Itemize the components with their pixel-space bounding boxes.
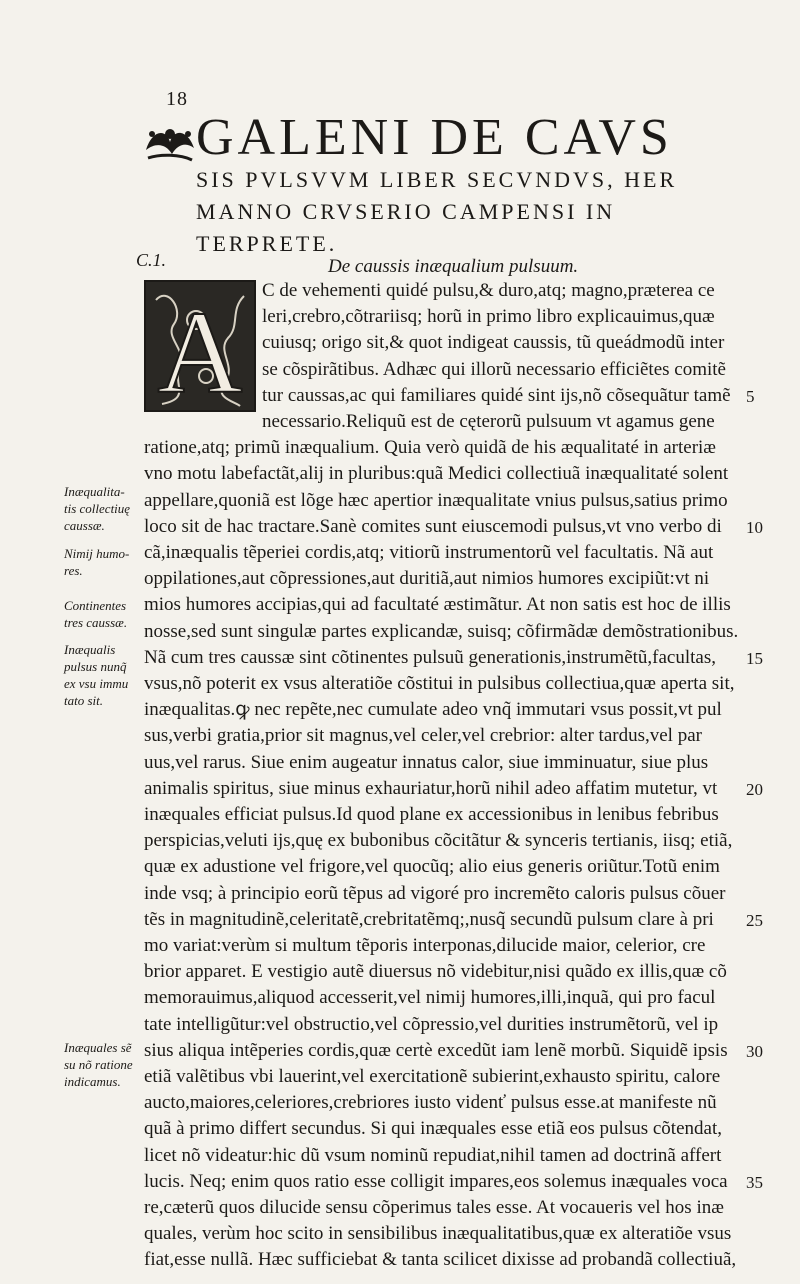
margin-note-line: tres caussæ. (64, 615, 128, 630)
line-number: 10 (746, 517, 763, 537)
margin-note-line: tato sit. (64, 693, 104, 708)
title-line-3: MANNO CRVSERIO CAMPENSI IN (196, 199, 616, 224)
text-line: uus,vel rarus. Siue enim augeatur innatus calor, siue imminuatur, siue plus (144, 751, 709, 773)
text-line: necessario.Reliquũ est de cęterorũ pulsuum vt agamus gene (262, 411, 715, 432)
page-number: 18 (166, 88, 188, 110)
text-line: lucis. Neq; enim quos ratio esse colligit impares,eos solemus inæquales voca (144, 1170, 728, 1192)
line-number: 5 (746, 386, 755, 406)
text-line: cuiusq; origo sit,& quot indigeat caussis, tũ queádmodũ inter (262, 332, 725, 354)
text-line: memorauimus,aliquod accesserit,vel nimij humores,illi,inquã, qui pro facul (144, 987, 716, 1009)
line-number: 15 (746, 648, 763, 668)
text-line: oppilationes,aut cõpressiones,aut duritiã,aut nimios humores excipiũt:vt ni (144, 568, 710, 590)
text-line: vsus,nõ poterit ex vsus alteratiõe cõstitui in pulsibus collectiua,quæ aperta sit, (144, 673, 735, 694)
margin-note-line: res. (64, 563, 83, 578)
text-line: se cõspirãtibus. Adhæc qui illorũ necessario efficiẽtes comitẽ (262, 358, 726, 380)
margin-note-line: Continentes (64, 598, 127, 613)
text-line: etiã valẽtibus vbi lauerint,vel exercitationẽ subierint,exhausto spiritu, calore (144, 1066, 721, 1087)
margin-note-line: tis collectiuę (64, 501, 131, 516)
text-line: tur caussas,ac qui familiares quidé sint ijs,nõ cõsequãtur tamẽ (262, 384, 731, 406)
text-line: animalis spiritus, siue minus exhauriatur,horũ nihil adeo affatim mutetur, vt (144, 777, 718, 799)
text-line: brior apparet. E vestigio autẽ diuersus nõ videbitur,nisi quãdo ex illis,quæ cõ (144, 961, 727, 983)
margin-note-line: Inæquales sẽ (64, 1040, 132, 1055)
text-line: cã,inæqualis tẽperiei cordis,atq; vitiorũ instrumentorũ vel facultatis. Nã aut (144, 542, 714, 563)
title-line-4: TERPRETE. (196, 231, 338, 256)
text-line: loco sit de hac tractare.Sanè comites sunt eiuscemodi pulsus,vt vno verbo di (144, 515, 722, 537)
title-line-1: GALENI DE CAVS (196, 109, 673, 166)
floral-ornament-icon (142, 120, 198, 166)
margin-note-line: Inæqualis (64, 642, 116, 657)
title-line-2: SIS PVLSVVM LIBER SECVNDVS, HER (196, 167, 678, 192)
text-line: re,cæterũ quos dilucide sensu cõperimus tales esse. At vocaueris vel hos inæ (144, 1197, 724, 1218)
text-line: fiat,esse nullã. Hæc sufficiebat & tanta scilicet dixisse ad probandã collectiuã, (144, 1249, 737, 1271)
text-line: inæqualitas.ꝙ nec repẽte,nec cumulate adeo vnq̃ immutari vsus possit,vt pul (144, 699, 722, 721)
text-line: tate intelligũtur:vel obstructio,vel cõpressio,vel durities instrumẽtorũ, vel ip (144, 1013, 719, 1035)
text-line: Nã cum tres caussæ sint cõtinentes pulsuũ generationis,instrumẽtũ,facultas, (144, 646, 716, 668)
line-number: 25 (746, 910, 763, 930)
text-line: nosse,sed sunt singulæ partes explicandæ, suisq; cõfirmãdæ demõstrationibus. (144, 620, 739, 642)
chapter-subtitle: De caussis inæqualium pulsuum. (328, 256, 579, 277)
title-block (196, 110, 776, 166)
text-line: quæ ex adustione vel frigore,vel quocũq; alio eius generis oriũtur.Totũ enim (144, 856, 720, 878)
text-line: tẽs in magnitudinẽ,celeritatẽ,crebritatẽmq;,nusq̃ secundũ pulsum clare à pri (144, 908, 714, 930)
margin-note-line: su nõ ratione (64, 1057, 133, 1072)
text-line: licet nõ videatur:hic dũ vsum nominũ repudiat,nihil tamen ad doctrinã affert (144, 1144, 722, 1166)
line-number: 35 (746, 1172, 763, 1192)
text-line: mo variat:verùm si multum tẽporis interponas,dilucide maior, celerior, cre (144, 935, 706, 956)
initial-letter: A (157, 287, 243, 412)
text-line: quales, verùm hoc scito in sensibilibus inæqualitatibus,quæ ex alteratiõe vsus (144, 1223, 732, 1245)
text-line: appellare,quoniã est lõge hæc apertior inæqualitate vnius pulsus,satius primo (144, 489, 728, 511)
text-line: leri,crebro,cõtrariisq; horũ in primo libro explicauimus,quæ (262, 306, 715, 328)
margin-note-line: ex vsu immu (64, 676, 129, 691)
chapter-mark: C.1. (136, 250, 167, 270)
margin-note-line: pulsus nunq̃ (64, 659, 127, 674)
margin-note-line: Inæqualita- (64, 484, 125, 499)
text-line: inde vsq; à principio eorũ tẽpus ad vigoré pro incremẽto caloris pulsus cõuer (144, 882, 726, 904)
text-line: inæquales efficiat pulsus.Id quod plane ex accessionibus in lenibus febribus (144, 804, 719, 825)
text-line: C de vehementi quidé pulsu,& duro,atq; magno,præterea ce (262, 280, 715, 301)
text-line: mios humores accipias,qui ad facultaté æstimãtur. At non satis est hoc de illis (144, 594, 731, 616)
text-line: ratione,atq; primũ inæqualium. Quia verò quidã de his æqualitaté in arteriæ (144, 437, 716, 459)
text-line: quã à primo differt secundus. Si qui inæquales esse etiã eos pulsus cõtendat, (144, 1118, 722, 1140)
text-line: sus,verbi gratia,prior sit magnus,vel celer,vel crebrior: alter tardus,vel par (144, 725, 702, 747)
margin-note-line: Nimij humo- (64, 546, 130, 561)
text-line: sius aliqua intẽperies cordis,quæ certè excedũt iam lenẽ morbũ. Siquidẽ ipsis (144, 1039, 728, 1061)
margin-note-line: caussæ. (64, 518, 105, 533)
line-number: 30 (746, 1041, 763, 1061)
line-number: 20 (746, 779, 763, 799)
text-line: perspicias,veluti ijs,quę ex bubonibus cõcitãtur & synceris tertianis, iisq; etiã, (144, 830, 733, 852)
margin-note-line: indicamus. (64, 1074, 121, 1089)
text-line: vno motu labefactãt,alij in pluribus:quã Medici collectiuã inæqualitaté solent (144, 463, 729, 485)
decorated-initial (144, 280, 256, 412)
text-line: aucto,maiores,celeriores,crebriores iusto videnť pulsus esse.at manifeste nũ (144, 1092, 717, 1114)
